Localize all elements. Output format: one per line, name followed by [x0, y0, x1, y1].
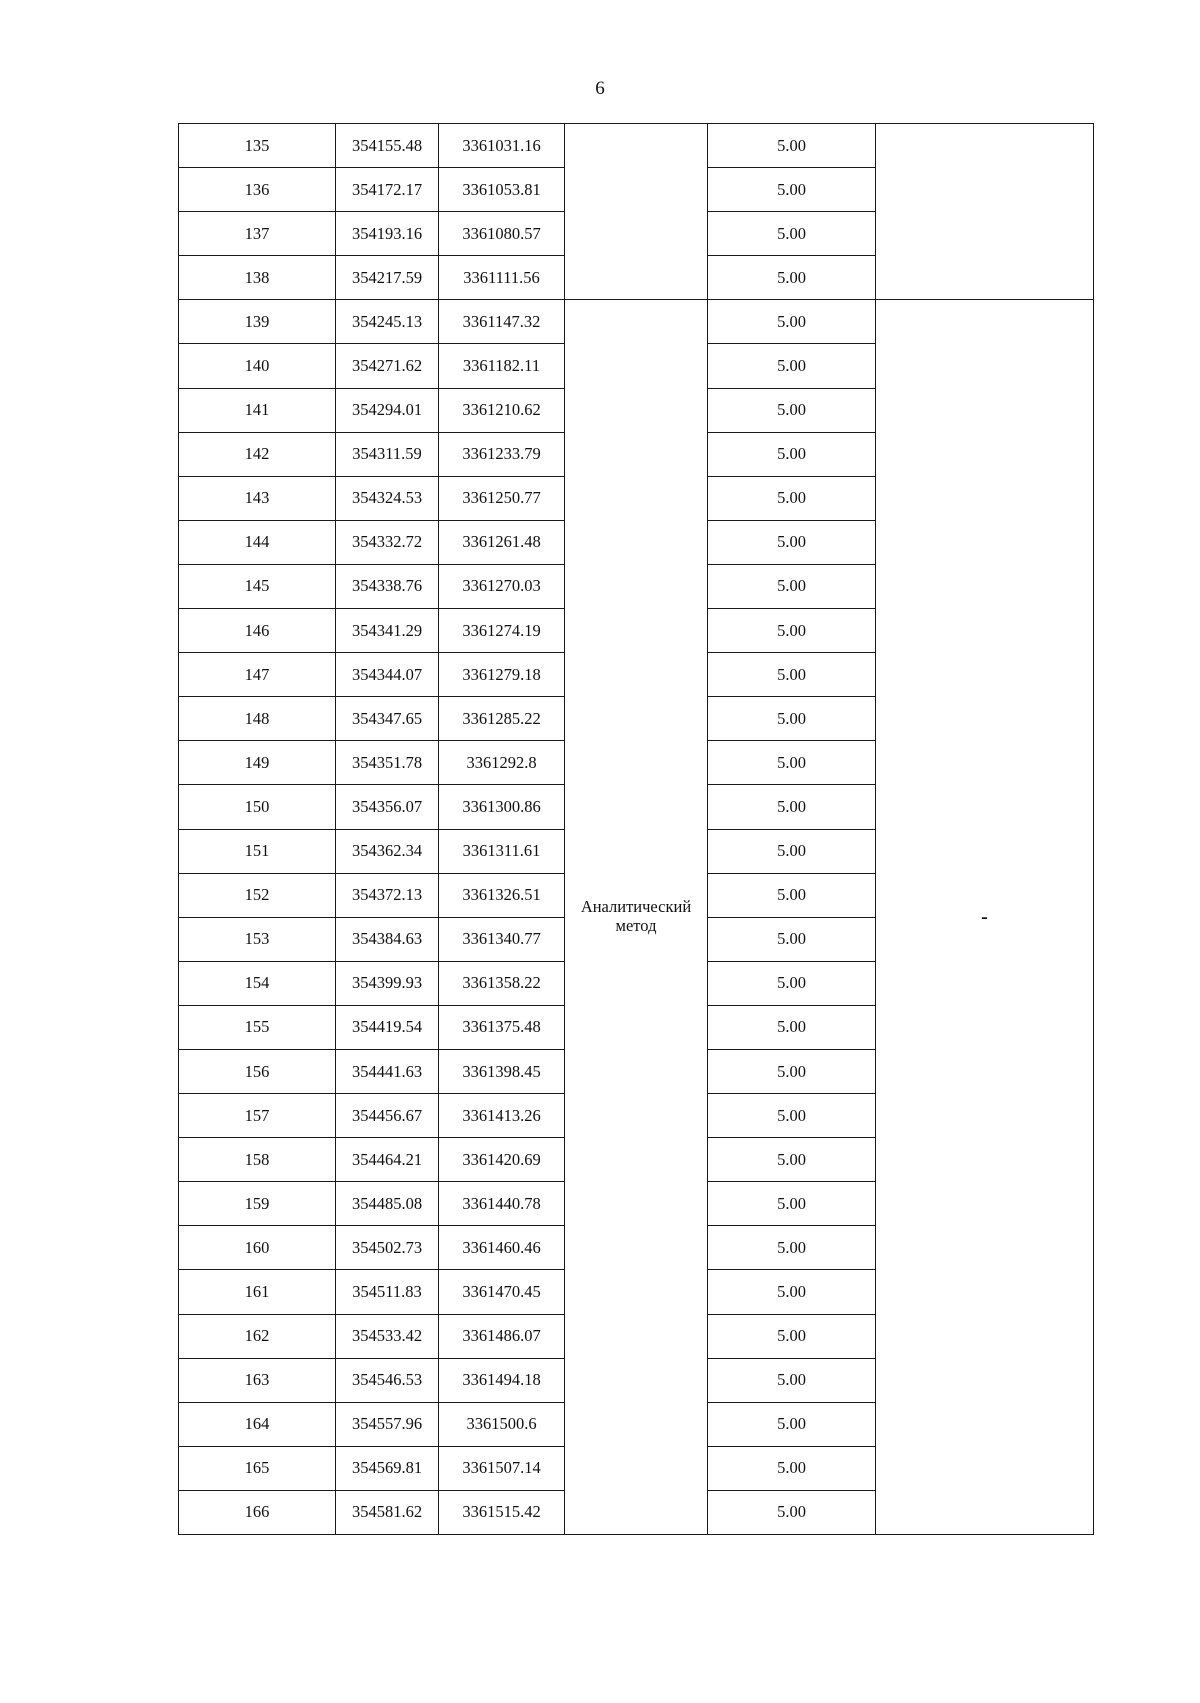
x-coordinate-cell: 354338.76: [336, 564, 439, 608]
x-coordinate-cell: 354546.53: [336, 1358, 439, 1402]
y-coordinate-cell: 3361031.16: [439, 124, 565, 168]
accuracy-cell: 5.00: [708, 653, 876, 697]
point-number-cell: 135: [179, 124, 336, 168]
y-coordinate-cell: 3361292.8: [439, 741, 565, 785]
point-number-cell: 144: [179, 520, 336, 564]
y-coordinate-cell: 3361460.46: [439, 1226, 565, 1270]
coordinates-table-body: [179, 124, 1094, 1535]
accuracy-cell: 5.00: [708, 476, 876, 520]
accuracy-cell: 5.00: [708, 1005, 876, 1049]
x-coordinate-cell: 354485.08: [336, 1182, 439, 1226]
y-coordinate-cell: 3361515.42: [439, 1490, 565, 1534]
y-coordinate-cell: 3361270.03: [439, 564, 565, 608]
accuracy-cell: 5.00: [708, 168, 876, 212]
point-number-cell: 143: [179, 476, 336, 520]
x-coordinate-cell: 354347.65: [336, 697, 439, 741]
y-coordinate-cell: 3361311.61: [439, 829, 565, 873]
accuracy-cell: 5.00: [708, 256, 876, 300]
y-coordinate-cell: 3361261.48: [439, 520, 565, 564]
y-coordinate-cell: 3361358.22: [439, 961, 565, 1005]
x-coordinate-cell: 354581.62: [336, 1490, 439, 1534]
point-number-cell: 137: [179, 212, 336, 256]
accuracy-cell: 5.00: [708, 609, 876, 653]
x-coordinate-cell: 354217.59: [336, 256, 439, 300]
x-coordinate-cell: 354372.13: [336, 873, 439, 917]
y-coordinate-cell: 3361233.79: [439, 432, 565, 476]
accuracy-cell: 5.00: [708, 212, 876, 256]
y-coordinate-cell: 3361274.19: [439, 609, 565, 653]
point-number-cell: 155: [179, 1005, 336, 1049]
accuracy-cell: 5.00: [708, 564, 876, 608]
y-coordinate-cell: 3361440.78: [439, 1182, 565, 1226]
point-number-cell: 150: [179, 785, 336, 829]
accuracy-cell: 5.00: [708, 829, 876, 873]
point-number-cell: 149: [179, 741, 336, 785]
y-coordinate-cell: 3361494.18: [439, 1358, 565, 1402]
accuracy-cell: 5.00: [708, 300, 876, 344]
y-coordinate-cell: 3361507.14: [439, 1446, 565, 1490]
x-coordinate-cell: 354341.29: [336, 609, 439, 653]
x-coordinate-cell: 354155.48: [336, 124, 439, 168]
point-number-cell: 159: [179, 1182, 336, 1226]
point-number-cell: 161: [179, 1270, 336, 1314]
point-number-cell: 147: [179, 653, 336, 697]
x-coordinate-cell: 354557.96: [336, 1402, 439, 1446]
y-coordinate-cell: 3361340.77: [439, 917, 565, 961]
point-number-cell: 145: [179, 564, 336, 608]
page-number: 6: [595, 78, 605, 99]
x-coordinate-cell: 354399.93: [336, 961, 439, 1005]
x-coordinate-cell: 354441.63: [336, 1049, 439, 1093]
accuracy-cell: 5.00: [708, 520, 876, 564]
x-coordinate-cell: 354362.34: [336, 829, 439, 873]
accuracy-cell: 5.00: [708, 1402, 876, 1446]
point-number-cell: 153: [179, 917, 336, 961]
point-number-cell: 141: [179, 388, 336, 432]
x-coordinate-cell: 354344.07: [336, 653, 439, 697]
y-coordinate-cell: 3361375.48: [439, 1005, 565, 1049]
accuracy-cell: 5.00: [708, 1446, 876, 1490]
y-coordinate-cell: 3361111.56: [439, 256, 565, 300]
x-coordinate-cell: 354419.54: [336, 1005, 439, 1049]
x-coordinate-cell: 354193.16: [336, 212, 439, 256]
x-coordinate-cell: 354464.21: [336, 1138, 439, 1182]
accuracy-cell: 5.00: [708, 344, 876, 388]
accuracy-cell: 5.00: [708, 1314, 876, 1358]
x-coordinate-cell: 354172.17: [336, 168, 439, 212]
point-number-cell: 139: [179, 300, 336, 344]
y-coordinate-cell: 3361470.45: [439, 1270, 565, 1314]
accuracy-cell: 5.00: [708, 1490, 876, 1534]
accuracy-cell: 5.00: [708, 1358, 876, 1402]
accuracy-cell: 5.00: [708, 873, 876, 917]
accuracy-cell: 5.00: [708, 917, 876, 961]
point-number-cell: 154: [179, 961, 336, 1005]
accuracy-cell: 5.00: [708, 785, 876, 829]
accuracy-cell: 5.00: [708, 697, 876, 741]
y-coordinate-cell: 3361500.6: [439, 1402, 565, 1446]
point-number-cell: 162: [179, 1314, 336, 1358]
point-number-cell: 138: [179, 256, 336, 300]
table-row: [179, 124, 1094, 168]
y-coordinate-cell: 3361326.51: [439, 873, 565, 917]
point-number-cell: 157: [179, 1094, 336, 1138]
y-coordinate-cell: 3361486.07: [439, 1314, 565, 1358]
y-coordinate-cell: 3361413.26: [439, 1094, 565, 1138]
x-coordinate-cell: 354351.78: [336, 741, 439, 785]
accuracy-cell: 5.00: [708, 1182, 876, 1226]
y-coordinate-cell: 3361210.62: [439, 388, 565, 432]
point-number-cell: 165: [179, 1446, 336, 1490]
point-number-cell: 151: [179, 829, 336, 873]
accuracy-cell: 5.00: [708, 432, 876, 476]
x-coordinate-cell: 354384.63: [336, 917, 439, 961]
x-coordinate-cell: 354245.13: [336, 300, 439, 344]
x-coordinate-cell: 354356.07: [336, 785, 439, 829]
y-coordinate-cell: 3361398.45: [439, 1049, 565, 1093]
x-coordinate-cell: 354502.73: [336, 1226, 439, 1270]
x-coordinate-cell: 354533.42: [336, 1314, 439, 1358]
note-cell: -: [876, 300, 1094, 1535]
point-number-cell: 140: [179, 344, 336, 388]
accuracy-cell: 5.00: [708, 741, 876, 785]
point-number-cell: 158: [179, 1138, 336, 1182]
y-coordinate-cell: 3361182.11: [439, 344, 565, 388]
y-coordinate-cell: 3361250.77: [439, 476, 565, 520]
point-number-cell: 166: [179, 1490, 336, 1534]
accuracy-cell: 5.00: [708, 1049, 876, 1093]
coordinates-table: [178, 123, 1094, 1535]
accuracy-cell: 5.00: [708, 961, 876, 1005]
point-number-cell: 163: [179, 1358, 336, 1402]
x-coordinate-cell: 354324.53: [336, 476, 439, 520]
point-number-cell: 142: [179, 432, 336, 476]
point-number-cell: 156: [179, 1049, 336, 1093]
x-coordinate-cell: 354311.59: [336, 432, 439, 476]
point-number-cell: 146: [179, 609, 336, 653]
point-number-cell: 164: [179, 1402, 336, 1446]
x-coordinate-cell: 354271.62: [336, 344, 439, 388]
x-coordinate-cell: 354511.83: [336, 1270, 439, 1314]
x-coordinate-cell: 354569.81: [336, 1446, 439, 1490]
point-number-cell: 152: [179, 873, 336, 917]
point-number-cell: 148: [179, 697, 336, 741]
y-coordinate-cell: 3361147.32: [439, 300, 565, 344]
accuracy-cell: 5.00: [708, 1226, 876, 1270]
x-coordinate-cell: 354332.72: [336, 520, 439, 564]
note-cell-empty: [876, 124, 1094, 300]
y-coordinate-cell: 3361420.69: [439, 1138, 565, 1182]
y-coordinate-cell: 3361300.86: [439, 785, 565, 829]
table-row: [179, 300, 1094, 344]
y-coordinate-cell: 3361285.22: [439, 697, 565, 741]
accuracy-cell: 5.00: [708, 1138, 876, 1182]
method-cell-empty: [565, 124, 708, 300]
y-coordinate-cell: 3361053.81: [439, 168, 565, 212]
x-coordinate-cell: 354294.01: [336, 388, 439, 432]
y-coordinate-cell: 3361279.18: [439, 653, 565, 697]
accuracy-cell: 5.00: [708, 388, 876, 432]
y-coordinate-cell: 3361080.57: [439, 212, 565, 256]
point-number-cell: 160: [179, 1226, 336, 1270]
accuracy-cell: 5.00: [708, 1270, 876, 1314]
accuracy-cell: 5.00: [708, 1094, 876, 1138]
accuracy-cell: 5.00: [708, 124, 876, 168]
method-cell: Аналитический метод: [565, 300, 708, 1535]
point-number-cell: 136: [179, 168, 336, 212]
x-coordinate-cell: 354456.67: [336, 1094, 439, 1138]
